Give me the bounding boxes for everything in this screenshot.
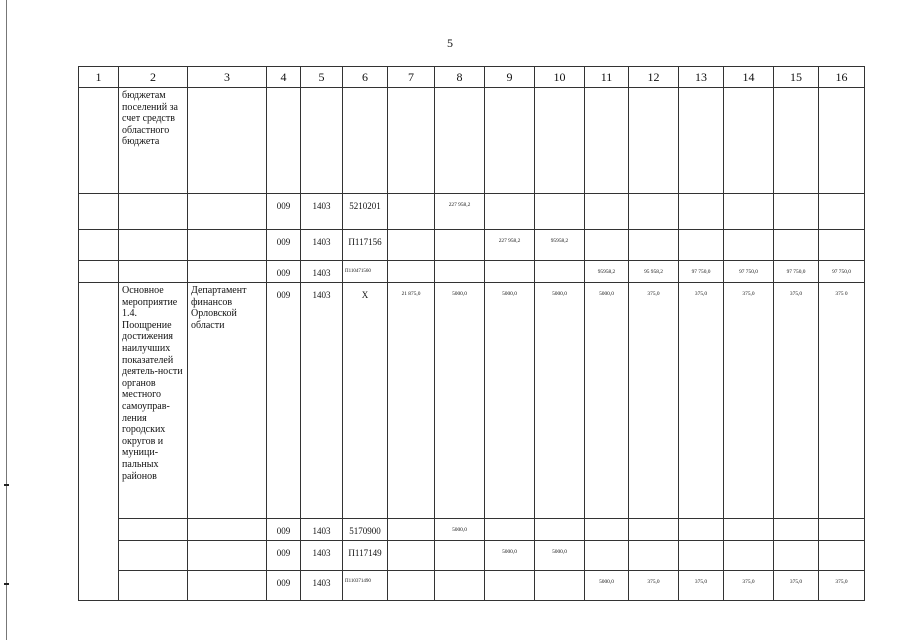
cell-c13 xyxy=(679,519,724,541)
cell-c6: П110371490 xyxy=(343,571,388,601)
measure-executor: Департамент финансов Орловской области xyxy=(188,283,267,519)
cell-c7 xyxy=(388,261,435,283)
cell-c4: 009 xyxy=(267,283,301,519)
cell-c10: 95958,2 xyxy=(535,230,585,261)
table-row xyxy=(79,261,865,283)
cell-c16: 375 0 xyxy=(819,283,865,519)
cell-c7 xyxy=(388,541,435,571)
column-header: 16 xyxy=(819,67,865,88)
cell-c16 xyxy=(819,194,865,230)
cell-c14 xyxy=(724,230,774,261)
cell-c5: 1403 xyxy=(301,261,343,283)
cell-c9: 5000,0 xyxy=(485,283,535,519)
cell-c11 xyxy=(585,194,629,230)
column-header: 12 xyxy=(629,67,679,88)
cell-c8 xyxy=(435,230,485,261)
cell-c8: 227 958,2 xyxy=(435,194,485,230)
cell-c12 xyxy=(629,194,679,230)
cell-c7 xyxy=(388,571,435,601)
table-cell xyxy=(79,88,119,194)
cell-c15: 375,0 xyxy=(774,283,819,519)
cell-c9 xyxy=(485,571,535,601)
cell-c13 xyxy=(679,230,724,261)
cell-c11: 5000,0 xyxy=(585,283,629,519)
cell-c13: 97 750,0 xyxy=(679,261,724,283)
cell-c12: 375,0 xyxy=(629,571,679,601)
cell-c5: 1403 xyxy=(301,571,343,601)
column-header: 9 xyxy=(485,67,535,88)
page-number: 5 xyxy=(447,36,453,50)
cell-c9: 227 958,2 xyxy=(485,230,535,261)
cell-c10 xyxy=(535,261,585,283)
table-row xyxy=(79,230,865,261)
cell-c14: 97 750,0 xyxy=(724,261,774,283)
cell-c11 xyxy=(585,541,629,571)
cell-c6: П117156 xyxy=(343,230,388,261)
table-cell xyxy=(79,283,119,601)
column-header: 8 xyxy=(435,67,485,88)
cell-c12 xyxy=(629,230,679,261)
cell-c9 xyxy=(485,519,535,541)
cell-c15: 375,0 xyxy=(774,571,819,601)
cell-c7 xyxy=(388,230,435,261)
column-header: 2 xyxy=(119,67,188,88)
cell-c5: 1403 xyxy=(301,283,343,519)
cell-c4: 009 xyxy=(267,230,301,261)
cell-c8 xyxy=(435,541,485,571)
cell-c10 xyxy=(535,519,585,541)
cell-c6: П110471560 xyxy=(343,261,388,283)
table-row xyxy=(79,571,865,601)
table-row xyxy=(79,541,865,571)
cell-c16 xyxy=(819,230,865,261)
cell-c13 xyxy=(679,541,724,571)
cell-c15 xyxy=(774,519,819,541)
cell-c13: 375,0 xyxy=(679,283,724,519)
cell-c13 xyxy=(679,194,724,230)
table-row xyxy=(79,194,865,230)
cell-c14 xyxy=(724,541,774,571)
cell-c5: 1403 xyxy=(301,194,343,230)
column-header: 4 xyxy=(267,67,301,88)
column-header: 11 xyxy=(585,67,629,88)
cell-c7 xyxy=(388,519,435,541)
cell-c5: 1403 xyxy=(301,519,343,541)
cell-c14: 375,0 xyxy=(724,283,774,519)
margin-mark xyxy=(4,583,9,585)
cell-c12 xyxy=(629,541,679,571)
cell-c14: 375,0 xyxy=(724,571,774,601)
cell-c5: 1403 xyxy=(301,230,343,261)
column-header: 3 xyxy=(188,67,267,88)
cell-c14 xyxy=(724,194,774,230)
cell-c10 xyxy=(535,571,585,601)
page-margin-line xyxy=(6,0,7,640)
cell-c9 xyxy=(485,261,535,283)
cell-c5: 1403 xyxy=(301,541,343,571)
cell-c15 xyxy=(774,230,819,261)
cell-c12: 95 958,2 xyxy=(629,261,679,283)
cell-c15 xyxy=(774,194,819,230)
cell-c8: 5000,0 xyxy=(435,519,485,541)
cell-c4: 009 xyxy=(267,571,301,601)
continuation-text: бюджетам поселений за счет средств областного бюджета xyxy=(119,88,188,194)
cell-c7 xyxy=(388,194,435,230)
cell-c9 xyxy=(485,194,535,230)
column-header: 14 xyxy=(724,67,774,88)
header-row xyxy=(79,67,865,88)
continuation-row xyxy=(79,88,865,194)
cell-c6: Х xyxy=(343,283,388,519)
cell-c14 xyxy=(724,519,774,541)
cell-c15: 97 750,0 xyxy=(774,261,819,283)
cell-c16: 375,0 xyxy=(819,571,865,601)
cell-c10: 5000,0 xyxy=(535,283,585,519)
cell-c12: 375,0 xyxy=(629,283,679,519)
cell-c9: 5000,0 xyxy=(485,541,535,571)
cell-c16 xyxy=(819,541,865,571)
cell-c7: 21 875,0 xyxy=(388,283,435,519)
column-header: 10 xyxy=(535,67,585,88)
cell-c11 xyxy=(585,230,629,261)
column-header: 6 xyxy=(343,67,388,88)
cell-c10: 5000,0 xyxy=(535,541,585,571)
budget-table-container xyxy=(78,66,864,600)
cell-c6: П117149 xyxy=(343,541,388,571)
measure-row xyxy=(79,283,865,519)
measure-name: Основное мероприятие 1.4. Поощрение достижения наилучших показателей деятель-ности органов местного самоуправ-ления городских округов и муници-пальных районов xyxy=(119,283,188,519)
cell-c11 xyxy=(585,519,629,541)
cell-c4: 009 xyxy=(267,194,301,230)
cell-c8 xyxy=(435,261,485,283)
cell-c16: 97 750,0 xyxy=(819,261,865,283)
column-header: 5 xyxy=(301,67,343,88)
cell-c15 xyxy=(774,541,819,571)
column-header: 13 xyxy=(679,67,724,88)
column-header: 7 xyxy=(388,67,435,88)
cell-c4: 009 xyxy=(267,519,301,541)
margin-mark xyxy=(4,484,9,486)
cell-c4: 009 xyxy=(267,541,301,571)
column-header: 15 xyxy=(774,67,819,88)
cell-c11: 5000,0 xyxy=(585,571,629,601)
cell-c11: 95958,2 xyxy=(585,261,629,283)
cell-c10 xyxy=(535,194,585,230)
cell-c13: 375,0 xyxy=(679,571,724,601)
budget-table xyxy=(78,66,865,601)
column-header: 1 xyxy=(79,67,119,88)
cell-c6: 5170900 xyxy=(343,519,388,541)
cell-c4: 009 xyxy=(267,261,301,283)
cell-c12 xyxy=(629,519,679,541)
cell-c8: 5000,0 xyxy=(435,283,485,519)
cell-c6: 5210201 xyxy=(343,194,388,230)
cell-c8 xyxy=(435,571,485,601)
cell-c16 xyxy=(819,519,865,541)
table-row xyxy=(79,519,865,541)
